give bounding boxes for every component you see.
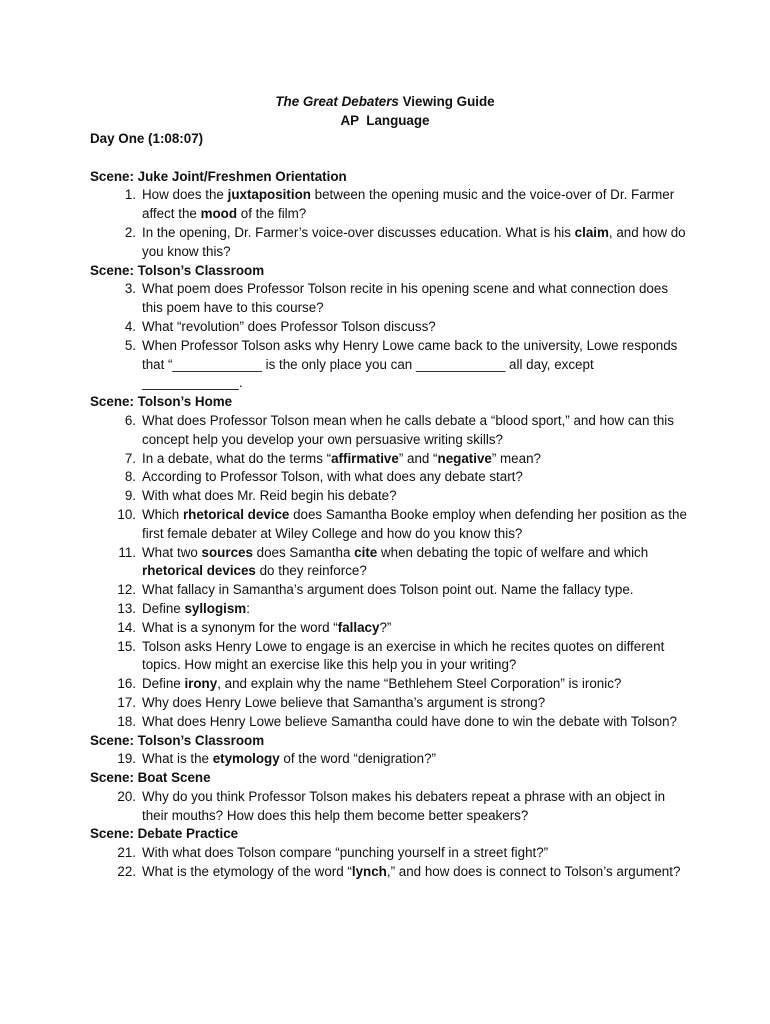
question-text-run: of the film?: [237, 206, 307, 222]
key-term: negative: [437, 450, 492, 466]
question-text-run: Tolson asks Henry Lowe to engage is an exercise in which he recites quotes on different topics. How might an exercise like this help you in your writing?: [142, 638, 665, 673]
question-text-run: What is a synonym for the word “: [142, 619, 338, 635]
question-text: [142, 318, 690, 337]
question-item: [90, 506, 690, 544]
key-term: cite: [354, 544, 378, 560]
question-text: [142, 750, 690, 769]
question-text-run: When Professor Tolson asks why Henry Lowe came back to the university, Lowe responds that “____________ is the only place you can ____________ all day, except _____________.: [142, 337, 678, 391]
question-text: [142, 694, 690, 713]
key-term: sources: [201, 544, 253, 560]
question-text-run: Why does Henry Lowe believe that Samantha’s argument is strong?: [142, 694, 546, 710]
question-text-run: What does Professor Tolson mean when he calls debate a “blood sport,” and how can this concept help you develop your own persuasive writing skills?: [142, 412, 674, 447]
question-item: [90, 337, 690, 393]
question-text-run: How does the: [142, 187, 228, 203]
question-number: 8.: [124, 469, 136, 485]
question-text-run: What does Henry Lowe believe Samantha could have done to win the debate with Tolson?: [142, 713, 677, 729]
question-number: 11.: [118, 544, 136, 560]
spacer: [90, 149, 690, 168]
page-title: [0, 92, 770, 111]
day-heading: Day One (1:08:07): [90, 131, 204, 146]
question-text: [142, 863, 690, 882]
key-term: rhetorical devices: [142, 563, 256, 579]
question-item: [90, 600, 690, 619]
question-text-run: ” and “: [398, 450, 438, 466]
scene-heading: Scene: Tolson’s Home: [90, 394, 233, 410]
question-text-run: What is the: [142, 751, 213, 767]
question-text-run: Define: [142, 600, 185, 616]
key-term: lynch: [351, 864, 387, 880]
key-term: irony: [184, 676, 218, 692]
question-number: 2.: [124, 224, 136, 240]
question-text-run: With what does Mr. Reid begin his debate?: [142, 488, 397, 504]
key-term: fallacy: [337, 619, 380, 635]
question-text: [142, 844, 690, 863]
question-text: [142, 186, 690, 224]
question-text: [142, 600, 690, 619]
question-item: [90, 675, 690, 694]
scene-heading: Scene: Juke Joint/Freshmen Orientation: [90, 168, 347, 184]
scene-heading: Scene: Boat Scene: [90, 770, 211, 786]
question-item: [90, 468, 690, 487]
question-text: [142, 224, 690, 262]
question-number: 14.: [117, 619, 136, 635]
question-text-run: What two: [142, 544, 202, 560]
question-text: [142, 675, 690, 694]
question-text-run: What poem does Professor Tolson recite in his opening scene and what connection does this poem have to this course?: [142, 281, 669, 316]
question-text-run: :: [246, 600, 250, 616]
question-text-run: , and explain why the name “Bethlehem Steel Corporation” is ironic?: [217, 676, 622, 692]
question-text-run: What is the etymology of the word “: [142, 864, 352, 880]
question-text-run: According to Professor Tolson, with what does any debate start?: [142, 469, 523, 485]
question-text-run: What fallacy in Samantha’s argument does Tolson point out. Name the fallacy type.: [142, 582, 634, 598]
scene-heading: Scene: Tolson’s Classroom: [90, 262, 265, 278]
question-text-run: ” mean?: [491, 450, 541, 466]
question-text-run: does Samantha: [252, 544, 355, 560]
question-item: [90, 186, 690, 224]
question-number: 15.: [117, 638, 136, 654]
key-term: mood: [200, 206, 238, 222]
question-text: [142, 788, 690, 826]
question-text-run: With what does Tolson compare “punching yourself in a street fight?”: [142, 845, 549, 861]
question-text-run: , and how do you know this?: [142, 224, 686, 259]
key-term: syllogism: [184, 600, 247, 616]
question-text-run: In the opening, Dr. Farmer’s voice-over discusses education. What is his: [142, 224, 575, 240]
question-text-run: of the word “denigration?”: [279, 751, 436, 767]
scene-heading: Scene: Debate Practice: [90, 826, 239, 842]
question-number: 19.: [117, 751, 136, 767]
question-number: 10.: [117, 506, 136, 522]
key-term: etymology: [212, 751, 280, 767]
question-number: 20.: [117, 788, 136, 804]
question-text-run: does Samantha Booke employ when defending her position as the first female debater at Wiley College and how do you know this?: [142, 506, 687, 541]
question-number: 22.: [117, 864, 136, 880]
question-item: [90, 638, 690, 676]
question-text-run: What “revolution” does Professor Tolson discuss?: [142, 318, 436, 334]
question-number: 12.: [117, 582, 136, 598]
question-text: [142, 713, 690, 732]
question-text: [142, 506, 690, 544]
question-text: [142, 544, 690, 582]
guide-content: [90, 130, 690, 882]
question-number: 9.: [124, 488, 136, 504]
question-text-run: ?”: [379, 619, 392, 635]
question-number: 17.: [117, 694, 136, 710]
question-number: 3.: [124, 281, 136, 297]
question-text: [142, 412, 690, 450]
key-term: juxtaposition: [227, 187, 311, 203]
question-text: [142, 468, 690, 487]
title-block: [0, 92, 770, 130]
key-term: affirmative: [331, 450, 399, 466]
film-title: The Great Debaters: [275, 94, 399, 109]
question-item: [90, 318, 690, 337]
question-number: 13.: [117, 600, 136, 616]
question-item: [90, 450, 690, 469]
question-text-run: In a debate, what do the terms “: [142, 450, 332, 466]
question-number: 16.: [117, 676, 136, 692]
scene-heading: Scene: Tolson’s Classroom: [90, 732, 265, 748]
sections-container: [90, 168, 690, 882]
question-text-run: Which: [142, 506, 183, 522]
question-item: [90, 863, 690, 882]
question-item: [90, 280, 690, 318]
question-item: [90, 412, 690, 450]
question-text: [142, 638, 690, 676]
question-number: 4.: [124, 318, 136, 334]
question-text: [142, 487, 690, 506]
question-item: [90, 581, 690, 600]
question-item: [90, 788, 690, 826]
question-text: [142, 280, 690, 318]
question-text: [142, 619, 690, 638]
question-text-run: Why do you think Professor Tolson makes his debaters repeat a phrase with an object in their mouths? How does this help them become better speakers?: [142, 788, 666, 823]
question-text: [142, 450, 690, 469]
question-item: [90, 750, 690, 769]
course-subtitle: AP Language: [340, 113, 430, 128]
question-text: [142, 581, 690, 600]
question-number: 1.: [124, 187, 136, 203]
question-text-run: do they reinforce?: [255, 563, 367, 579]
question-item: [90, 713, 690, 732]
question-item: [90, 694, 690, 713]
question-text-run: when debating the topic of welfare and which: [377, 544, 649, 560]
question-number: 5.: [124, 337, 136, 353]
question-item: [90, 844, 690, 863]
question-text: [142, 337, 690, 393]
question-number: 18.: [117, 713, 136, 729]
question-item: [90, 544, 690, 582]
question-number: 21.: [117, 845, 136, 861]
question-text-run: between the opening music and the voice-over of Dr. Farmer affect the: [142, 187, 675, 222]
key-term: claim: [574, 224, 609, 240]
question-item: [90, 224, 690, 262]
key-term: rhetorical device: [182, 506, 290, 522]
question-text-run: ,” and how does is connect to Tolson’s argument?: [386, 864, 681, 880]
question-number: 6.: [124, 412, 136, 428]
question-item: [90, 487, 690, 506]
question-item: [90, 619, 690, 638]
question-number: 7.: [124, 450, 136, 466]
question-text-run: Define: [142, 676, 185, 692]
title-suffix: Viewing Guide: [398, 94, 495, 109]
